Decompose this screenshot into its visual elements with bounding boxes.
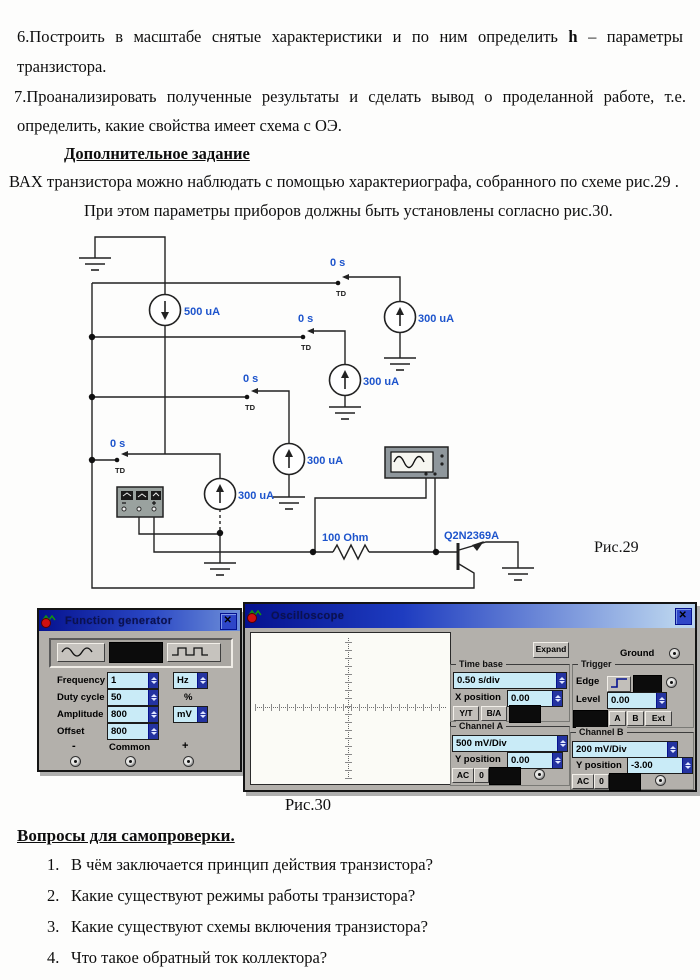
vax-line: ВАХ транзистора можно наблюдать с помощью характериографа, собранного по схеме рис.29 . bbox=[9, 172, 679, 191]
junction-dots bbox=[89, 334, 439, 555]
td-name-label: TD bbox=[245, 403, 255, 412]
ba-label: B/A bbox=[486, 708, 502, 718]
question-number: 1. bbox=[47, 855, 60, 874]
trigger-auto-button-pressed[interactable] bbox=[573, 710, 608, 728]
edge-trigger-button[interactable] bbox=[607, 676, 631, 692]
ground-symbol bbox=[79, 258, 111, 270]
edge-radio[interactable] bbox=[666, 677, 677, 688]
question-number: 2. bbox=[47, 886, 60, 905]
zero-label: 0 bbox=[479, 770, 484, 780]
spinner-icon[interactable] bbox=[197, 707, 207, 722]
yt-label: Y/T bbox=[459, 708, 473, 718]
plus-terminal-label: + bbox=[182, 740, 189, 752]
ground-symbol bbox=[329, 407, 361, 419]
app-icon bbox=[245, 608, 267, 624]
plus-terminal[interactable] bbox=[183, 756, 194, 767]
question-item bbox=[47, 917, 428, 937]
frequency-input[interactable] bbox=[107, 672, 159, 689]
td-delay-label: 0 s bbox=[298, 313, 314, 325]
question-number: 3. bbox=[47, 917, 60, 936]
time-base-title: Time base bbox=[456, 659, 506, 669]
params-line: При этом параметры приборов должны быть установлены согласно рис.30. bbox=[84, 201, 613, 220]
expand-button[interactable] bbox=[533, 642, 569, 658]
waveform-selector-panel bbox=[49, 638, 233, 668]
osc-window-title: Oscilloscope bbox=[271, 610, 345, 622]
spinner-icon[interactable] bbox=[556, 673, 566, 688]
zero-label: 0 bbox=[599, 776, 604, 786]
spinner-icon[interactable] bbox=[656, 693, 666, 708]
ground-symbol bbox=[384, 358, 416, 370]
td-name-label: TD bbox=[301, 343, 311, 352]
emitter-arrow bbox=[472, 541, 484, 551]
ext-label: Ext bbox=[651, 713, 666, 723]
channel-a-select[interactable] bbox=[452, 735, 568, 752]
minus-terminal-label: - bbox=[72, 740, 76, 752]
transistor-label: Q2N2369A bbox=[444, 530, 500, 542]
square-wave-button[interactable] bbox=[167, 643, 221, 662]
channel-b-value: 200 mV/Div bbox=[576, 744, 627, 755]
channel-a-dc-button-pressed[interactable] bbox=[489, 767, 521, 785]
rising-edge-icon bbox=[609, 677, 629, 689]
frequency-value: 1 bbox=[111, 675, 117, 686]
frequency-unit-select[interactable] bbox=[173, 672, 208, 689]
ac-label: AC bbox=[576, 776, 590, 786]
level-value: 0.00 bbox=[611, 695, 630, 706]
channel-a-ypos-label: Y position bbox=[455, 754, 501, 765]
channel-a-value: 500 mV/Div bbox=[456, 738, 507, 749]
channel-b-title: Channel B bbox=[576, 727, 627, 737]
duty-cycle-value: 50 bbox=[111, 692, 122, 703]
ground-symbol bbox=[204, 563, 236, 575]
app-icon bbox=[39, 613, 61, 629]
spinner-icon[interactable] bbox=[148, 707, 158, 722]
ground-symbol bbox=[273, 497, 305, 509]
spinner-icon[interactable] bbox=[148, 673, 158, 688]
frequency-label: Frequency bbox=[57, 675, 106, 686]
a-label: A bbox=[614, 713, 621, 723]
amplitude-input[interactable] bbox=[107, 706, 159, 723]
channel-a-title: Channel A bbox=[456, 721, 506, 731]
source-label: 300 uA bbox=[363, 376, 400, 388]
item6-h-symbol: h bbox=[568, 27, 578, 46]
spinner-icon[interactable] bbox=[552, 691, 562, 706]
question-item bbox=[47, 948, 327, 968]
td-delay-label: 0 s bbox=[330, 257, 346, 269]
ba-button[interactable] bbox=[481, 706, 507, 721]
channel-b-zero-button[interactable] bbox=[594, 774, 609, 789]
offset-label: Offset bbox=[57, 726, 85, 737]
channel-b-dc-button-pressed[interactable] bbox=[609, 773, 641, 791]
duty-cycle-input[interactable] bbox=[107, 689, 159, 706]
level-input[interactable] bbox=[607, 692, 667, 709]
channel-a-zero-button[interactable] bbox=[474, 768, 489, 783]
fig30-caption: Рис.30 bbox=[285, 795, 331, 814]
item6-line2: транзистора. bbox=[17, 57, 107, 76]
item6-text: 6.Построить в масштабе снятые характеристики и по ним определить bbox=[17, 27, 558, 46]
current-source-300uA-1 bbox=[385, 302, 455, 333]
common-terminal-label: Common bbox=[109, 742, 151, 753]
td-name-label: TD bbox=[336, 289, 346, 298]
offset-value: 800 bbox=[111, 726, 127, 737]
amplitude-unit: mV bbox=[177, 709, 192, 720]
spinner-icon[interactable] bbox=[148, 690, 158, 705]
question-item bbox=[47, 886, 415, 906]
amplitude-value: 800 bbox=[111, 709, 127, 720]
trigger-b-button[interactable] bbox=[627, 711, 644, 726]
channel-a-radio[interactable] bbox=[534, 769, 545, 780]
question-text: Какие существуют схемы включения транзистора? bbox=[71, 917, 428, 936]
resistor-zigzag bbox=[333, 545, 369, 559]
edge-dark-button[interactable] bbox=[633, 675, 662, 693]
channel-b-ypos-value: -3.00 bbox=[631, 760, 653, 771]
question-text: В чём заключается принцип действия транзистора? bbox=[71, 855, 433, 874]
ground-label: Ground bbox=[620, 648, 655, 659]
amplitude-unit-select[interactable] bbox=[173, 706, 208, 723]
spinner-icon[interactable] bbox=[667, 742, 677, 757]
current-source-300uA-4 bbox=[205, 479, 275, 510]
b-label: B bbox=[632, 713, 639, 723]
channel-b-radio[interactable] bbox=[655, 775, 666, 786]
scope-display bbox=[250, 632, 451, 785]
channel-a-ac-button[interactable] bbox=[452, 768, 474, 783]
duty-cycle-label: Duty cycle bbox=[57, 692, 105, 703]
fg-titlebar[interactable] bbox=[39, 610, 240, 631]
duty-cycle-unit: % bbox=[184, 692, 193, 703]
trigger-ext-button[interactable] bbox=[645, 711, 672, 726]
level-label: Level bbox=[576, 694, 601, 705]
scope-vticks bbox=[345, 638, 352, 779]
fg-window-title: Function generator bbox=[65, 614, 173, 627]
question-text: Какие существуют режимы работы транзистора? bbox=[71, 886, 416, 905]
fig29-caption: Рис.29 bbox=[594, 539, 639, 556]
x-position-value: 0.00 bbox=[511, 693, 530, 704]
spinner-icon[interactable] bbox=[148, 724, 158, 739]
question-item bbox=[47, 855, 433, 875]
edge-label: Edge bbox=[576, 676, 600, 687]
ab-button-pressed[interactable] bbox=[509, 705, 541, 723]
common-terminal[interactable] bbox=[125, 756, 136, 767]
td-switch-2 bbox=[298, 313, 327, 352]
channel-a-ypos-value: 0.00 bbox=[511, 755, 530, 766]
triangle-wave-button-selected[interactable] bbox=[109, 642, 163, 663]
source-label: 300 uA bbox=[307, 455, 344, 467]
oscilloscope-window bbox=[243, 602, 697, 792]
osc-titlebar[interactable] bbox=[245, 604, 695, 628]
minus-terminal[interactable] bbox=[70, 756, 81, 767]
spinner-icon[interactable] bbox=[682, 758, 692, 773]
td-delay-label: 0 s bbox=[243, 373, 259, 385]
extra-task-heading: Дополнительное задание bbox=[64, 144, 250, 163]
spinner-icon[interactable] bbox=[197, 673, 207, 688]
ground-symbol bbox=[502, 568, 534, 580]
function-generator-window bbox=[37, 608, 242, 772]
ac-label: AC bbox=[456, 770, 470, 780]
offset-input[interactable] bbox=[107, 723, 159, 740]
frequency-unit: Hz bbox=[177, 675, 189, 686]
sine-wave-button[interactable] bbox=[57, 643, 105, 662]
channel-b-ac-button[interactable] bbox=[572, 774, 594, 789]
item7-line1: 7.Проанализировать полученные результаты и сделать вывод о проделанной работе, т.е. bbox=[14, 87, 686, 106]
ground-radio[interactable] bbox=[669, 648, 680, 659]
questions-heading: Вопросы для самопроверки. bbox=[17, 826, 235, 845]
item7-line2: определить, какие свойства имеет схема с ОЭ. bbox=[17, 116, 342, 135]
resistor-label: 100 Ohm bbox=[322, 532, 369, 544]
question-text: Что такое обратный ток коллектора? bbox=[71, 948, 328, 967]
td-switch-3 bbox=[243, 373, 271, 412]
td-switch-4 bbox=[110, 438, 141, 475]
channel-b-ypos-label: Y position bbox=[576, 760, 622, 771]
channel-b-ypos-input[interactable] bbox=[627, 757, 693, 774]
yt-button[interactable] bbox=[453, 706, 479, 721]
trigger-a-button[interactable] bbox=[609, 711, 626, 726]
close-icon[interactable] bbox=[220, 613, 237, 630]
current-source-300uA-3 bbox=[274, 444, 344, 475]
td-delay-label: 0 s bbox=[110, 438, 126, 450]
expand-label: Expand bbox=[535, 644, 567, 654]
spinner-icon[interactable] bbox=[557, 736, 567, 751]
spinner-icon[interactable] bbox=[552, 753, 562, 768]
oscilloscope-icon bbox=[385, 447, 448, 478]
question-number: 4. bbox=[47, 948, 60, 967]
item6-tail: – параметры bbox=[588, 27, 684, 46]
close-icon[interactable] bbox=[675, 608, 692, 625]
current-source-500uA bbox=[150, 295, 221, 326]
source-label: 300 uA bbox=[238, 490, 275, 502]
channel-b-select[interactable] bbox=[572, 741, 678, 758]
source-label: 300 uA bbox=[418, 313, 455, 325]
function-generator-icon bbox=[117, 487, 163, 517]
td-name-label: TD bbox=[115, 466, 125, 475]
transistor-q2n2369a bbox=[444, 530, 499, 570]
time-base-value: 0.50 s/div bbox=[457, 675, 500, 686]
source-label: 500 uA bbox=[184, 306, 221, 318]
current-source-300uA-2 bbox=[330, 365, 400, 396]
x-position-label: X position bbox=[455, 692, 501, 703]
td-switch-1 bbox=[330, 257, 362, 298]
time-base-select[interactable] bbox=[453, 672, 567, 689]
trigger-title: Trigger bbox=[578, 659, 615, 669]
amplitude-label: Amplitude bbox=[57, 709, 104, 720]
